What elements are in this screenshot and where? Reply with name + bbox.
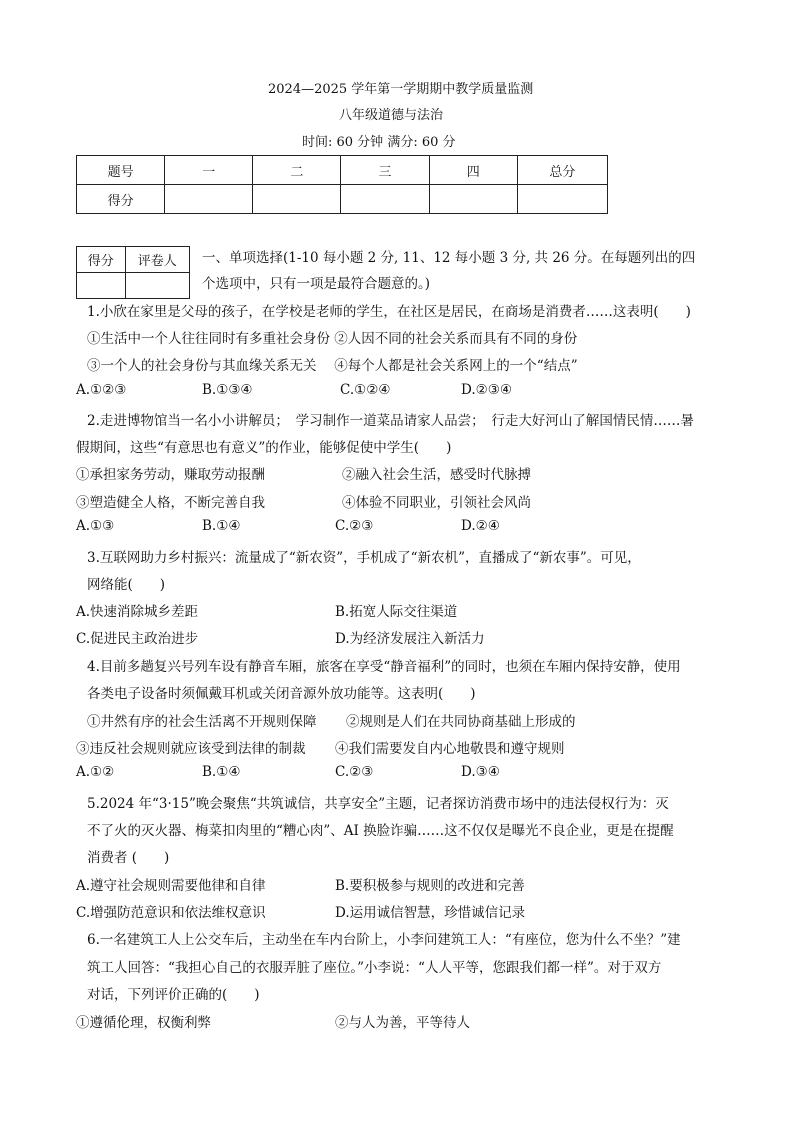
option-d[interactable]: D.②③④ [461,382,512,398]
question-stem: 5.2024 年“3·15”晚会聚焦“共筑诚信，共享安全”主题，记者探访消费市场中的违法侵权行为：灭 [87,796,669,812]
score-table-score-row [77,185,608,214]
section-instructions: 个选项中，只有一项是最符合题意的。) [202,276,431,292]
score-input-cell[interactable] [253,185,341,214]
question-stem: 网络能( ) [87,577,166,593]
statement: ②与人为善，平等待人 [335,1015,470,1031]
table-cell: 得分 [77,247,126,273]
exam-time-score: 时间: 60 分钟 满分: 60 分 [302,135,456,150]
option-a[interactable]: A.快速消除城乡差距 [76,604,199,620]
table-cell: 得分 [77,185,165,214]
table-cell: 评卷人 [125,247,189,273]
statement: ②融入社会生活，感受时代脉搏 [342,467,531,483]
exam-title: 2024—2025 学年第一学期期中教学质量监测 [268,82,534,97]
option-a[interactable]: A.遵守社会规则需要他律和自律 [76,878,266,894]
option-c[interactable]: C.增强防范意识和依法维权意识 [76,905,266,921]
grader-table-header-row [77,247,190,273]
statement: ①井然有序的社会生活离不开规则保障 [87,714,317,730]
option-b[interactable]: B.①④ [202,518,241,534]
table-cell: 三 [341,156,429,185]
option-a[interactable]: A.①③ [76,518,115,534]
statement: ①承担家务劳动，赚取劳动报酬 [76,467,265,483]
question-stem: 3.互联网助力乡村振兴：流量成了“新农资”，手机成了“新农机”，直播成了“新农事”。可见， [87,550,641,566]
option-d[interactable]: D.运用诚信智慧，珍惜诚信记录 [335,905,526,921]
statement: ①遵循伦理，权衡利弊 [76,1015,211,1031]
question-stem: 不了火的灭火器、梅菜扣肉里的“糟心肉”、AI 换脸诈骗……这不仅仅是曝光不良企业，更是在提醒 [87,823,674,839]
score-input-cell[interactable] [165,185,253,214]
table-cell: 题号 [77,156,165,185]
score-table-header-row [77,156,608,185]
score-input-cell[interactable] [341,185,429,214]
option-d[interactable]: D.为经济发展注入新活力 [335,631,485,647]
option-b[interactable]: B.要积极参与规则的改进和完善 [335,878,525,894]
statement: ①生活中一个人往往同时有多重社会身份 ②人因不同的社会关系而具有不同的身份 [87,331,578,347]
option-c[interactable]: C.①②④ [340,382,391,398]
statement: ③一个人的社会身份与其血缘关系无关 ④每个人都是社会关系网上的一个“结点” [87,358,578,374]
score-input-cell[interactable] [77,273,126,299]
statement: ③违反社会规则就应该受到法律的制裁 [76,741,306,757]
grader-input-cell[interactable] [125,273,189,299]
grader-table [76,246,190,299]
question-stem: 4.目前多趟复兴号列车设有静音车厢，旅客在享受“静音福利”的同时，也须在车厢内保持安静，使用 [87,659,681,675]
table-cell: 二 [253,156,341,185]
statement: ④体验不同职业，引领社会风尚 [342,495,531,511]
option-a[interactable]: A.①②③ [76,382,127,398]
score-input-cell[interactable] [429,185,517,214]
statement: ③塑造健全人格，不断完善自我 [76,495,265,511]
option-b[interactable]: B.拓宽人际交往渠道 [335,604,458,620]
score-table [76,155,608,214]
option-c[interactable]: C.促进民主政治进步 [76,631,199,647]
question-stem: 对话，下列评价正确的( ) [87,987,260,1003]
option-b[interactable]: B.①③④ [202,382,253,398]
option-c[interactable]: C.②③ [335,518,374,534]
grader-table-input-row [77,273,190,299]
question-stem: 筑工人回答：“我担心自己的衣服弄脏了座位。”小李说：“人人平等，您跟我们都一样”。对于双方 [87,960,662,976]
option-a[interactable]: A.①② [76,764,115,780]
section-instructions: 一、单项选择(1-10 每小题 2 分, 11、12 每小题 3 分, 共 26 分。在每题列出的四 [202,250,696,266]
question-stem: 各类电子设备时须佩戴耳机或关闭音源外放功能等。这表明( ) [87,686,476,702]
option-d[interactable]: D.③④ [461,764,500,780]
option-c[interactable]: C.②③ [335,764,374,780]
statement: ④我们需要发自内心地敬畏和遵守规则 [335,741,565,757]
score-input-cell[interactable] [517,185,607,214]
option-d[interactable]: D.②④ [461,518,500,534]
question-stem: 6.一名建筑工人上公交车后，主动坐在车内台阶上，小李问建筑工人：“有座位，您为什么不坐？”建 [87,932,681,948]
question-stem: 消费者 ( ) [87,850,170,866]
question-stem: 1.小欣在家里是父母的孩子，在学校是老师的学生，在社区是居民，在商场是消费者……这表明( ) [87,304,691,320]
question-stem: 2.走进博物馆当一名小小讲解员； 学习制作一道菜品请家人品尝； 行走大好河山了解国情民情……暑 [87,413,694,429]
question-stem: 假期间，这些“有意思也有意义”的作业，能够促使中学生( ) [76,440,452,456]
table-cell: 总分 [517,156,607,185]
option-b[interactable]: B.①④ [202,764,241,780]
statement: ②规则是人们在共同协商基础上形成的 [346,714,576,730]
exam-subject: 八年级道德与法治 [339,108,444,123]
table-cell: 四 [429,156,517,185]
table-cell: 一 [165,156,253,185]
